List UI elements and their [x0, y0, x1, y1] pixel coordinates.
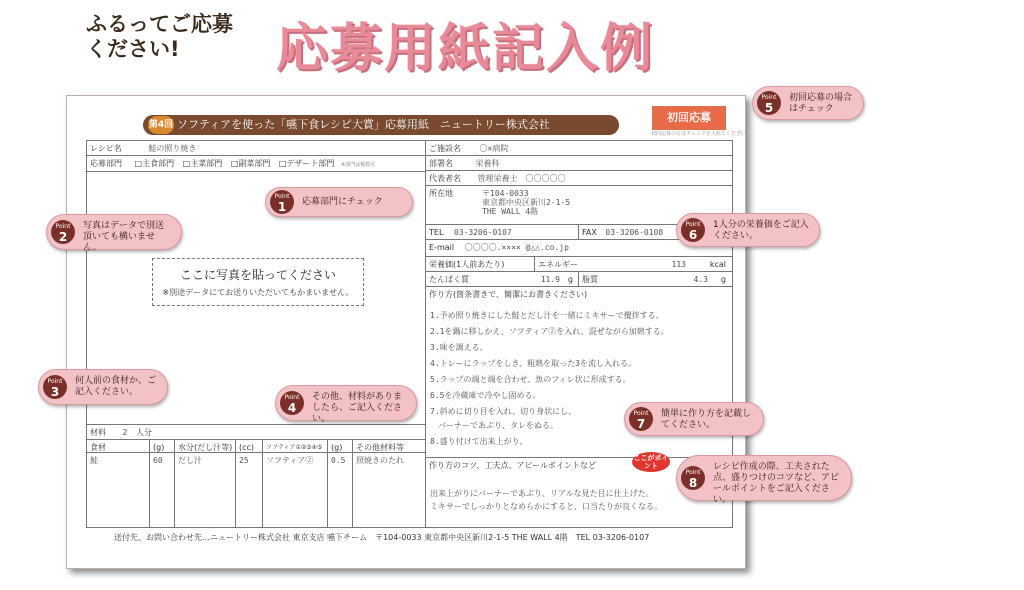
category-side[interactable]: □副菜部門	[230, 159, 271, 168]
point-badge-1-label: Point	[274, 193, 290, 200]
ing-other-value[interactable]: 照焼きのたれ	[352, 452, 426, 528]
category-label: 応募部門	[90, 159, 122, 168]
headline-line-2: ください!	[86, 37, 180, 61]
servings-row	[86, 424, 426, 440]
ing-header-food: 食材	[86, 439, 150, 453]
tips-line-1[interactable]: 出来上がりにバーナーであぶり、リアルな見た目に仕上げた。	[430, 489, 654, 498]
energy-value[interactable]: 113	[671, 260, 686, 269]
method-line-3[interactable]: 3.味を調える。	[430, 343, 488, 352]
tel-row	[425, 224, 579, 240]
ing-header-other: その他材料等	[352, 439, 426, 453]
dept-value[interactable]: 栄養科	[475, 159, 500, 168]
servings-unit: 人分	[135, 428, 152, 437]
point-bubble-1	[265, 187, 413, 217]
method-line-9[interactable]: 8.盛り付けて出来上がり。	[430, 437, 528, 446]
fax-value[interactable]: 03-3206-0108	[605, 228, 664, 237]
category-dessert[interactable]: □デザート部門	[278, 159, 335, 168]
point-badge-8	[681, 466, 705, 490]
point-badge-5-label: Point	[761, 94, 777, 101]
ing-softia-value[interactable]: ソフティア②	[262, 452, 328, 528]
point-bubble-6	[676, 213, 820, 247]
ing-header-g1: (g)	[149, 439, 175, 453]
headline-line-1: ふるってご応募	[86, 12, 233, 36]
category-staple[interactable]: □主食部門	[134, 159, 175, 168]
point-badge-2	[51, 220, 75, 244]
ing-header-cc: (cc)	[235, 439, 263, 453]
address-postal: 〒104-0033	[482, 189, 529, 198]
servings-value[interactable]: 2	[122, 428, 128, 437]
point-text-4: その他、材料がありましたら、ご記入ください。	[312, 392, 403, 424]
nutrition-label-cell: 栄養価(1人前あたり)	[425, 256, 535, 272]
point-text-5: 初回応募の場合はチェック	[789, 93, 853, 114]
dept-row	[425, 155, 733, 171]
point-badge-1	[270, 190, 294, 214]
ing-food-value[interactable]: 鮭	[86, 452, 150, 528]
point-text-7: 簡単に作り方を記載してください。	[661, 409, 752, 430]
page-title: 応募用紙記入例	[276, 18, 655, 79]
point-text-6: 1人分の栄養価をご記入ください。	[713, 220, 809, 241]
footer-contact: 送付先、お問い合わせ先…ニュートリー株式会社 東京支店 嚥下チーム 〒104-0033 東京都中央区新川2-1-5 THE WALL 4階 TEL 03-3206-0107	[114, 533, 650, 542]
category-note: ※部門は複数可	[340, 162, 376, 168]
point-text-3: 何人前の食材か、ご記入ください。	[75, 376, 157, 397]
ing-header-g2: (g)	[327, 439, 353, 453]
point-badge-5-number: 5	[764, 101, 774, 115]
method-line-4[interactable]: 4.トレーにラップをしき、粗熱を取った3を流し入れる。	[430, 359, 636, 368]
ing-cc-value[interactable]: 25	[235, 452, 263, 528]
point-text-2: 写真はデータで別送頂いても構いません。	[83, 221, 165, 253]
fat-value[interactable]: 4.3	[693, 275, 708, 284]
point-badge-4	[280, 391, 304, 415]
method-label: 作り方(箇条書きで、簡潔にお書きください)	[429, 290, 588, 299]
fat-unit: g	[720, 275, 726, 284]
point-badge-7-number: 7	[636, 417, 646, 431]
point-badge-4-label: Point	[284, 394, 300, 401]
point-badge-3-number: 3	[50, 385, 60, 399]
energy-row	[534, 256, 733, 272]
address-label: 所在地	[429, 189, 453, 198]
energy-unit: kcal	[709, 260, 726, 269]
ing-header-liquid: 水分(だし汁等)	[174, 439, 236, 453]
point-text-8: レシピ作成の際、工夫された点、盛りつけのコツなど、アピールポイントをご記入ください。	[713, 462, 840, 505]
point-bubble-5	[752, 86, 864, 120]
point-badge-3	[43, 375, 67, 399]
point-badge-6-label: Point	[685, 221, 701, 228]
email-value[interactable]: 〇〇〇〇.×××× @△△.co.jp	[464, 243, 569, 252]
ing-liquid-value[interactable]: だし汁	[174, 452, 236, 528]
method-line-2[interactable]: 2.1を鍋に移しかえ、ソフティア②を入れ、混ぜながら加熱する。	[430, 327, 669, 336]
address-building: THE WALL 4階	[482, 207, 539, 216]
point-badge-8-number: 8	[688, 476, 698, 490]
facility-row	[425, 140, 733, 156]
rep-row	[425, 170, 733, 186]
point-text-1: 応募部門にチェック	[302, 197, 383, 207]
energy-label: エネルギー	[538, 260, 578, 269]
method-line-7[interactable]: 7.斜めに切り目を入れ、切り身状にし、	[430, 407, 577, 416]
fax-label: FAX	[582, 228, 597, 237]
point-bubble-2	[46, 214, 182, 253]
tel-label: TEL	[429, 228, 444, 237]
point-badge-2-number: 2	[58, 230, 68, 244]
point-badge-6-number: 6	[688, 228, 698, 242]
form-banner: ソフティアを使った「嚥下食レシピ大賞」応募用紙 ニュートリー株式会社	[143, 115, 619, 135]
point-bubble-3	[38, 369, 168, 405]
facility-value[interactable]: 〇×病院	[479, 144, 509, 153]
ing-header-softia: ソフティア①②③④⑤	[262, 439, 328, 453]
dept-label: 部署名	[429, 159, 453, 168]
protein-label: たんぱく質	[429, 275, 469, 284]
photo-placeholder[interactable]	[152, 258, 364, 306]
point-badge-8-label: Point	[685, 469, 701, 476]
method-line-5[interactable]: 5.ラップの端と端を合わせ、魚のフィレ状に形成する。	[430, 375, 631, 384]
point-bubble-7	[624, 402, 764, 436]
recipe-name-label: レシピ名	[90, 144, 122, 153]
protein-value[interactable]: 11.9	[540, 275, 560, 284]
point-badge-7	[629, 407, 653, 431]
ing-g1-value[interactable]: 60	[149, 452, 175, 528]
address-street: 東京都中央区新川2-1-5	[482, 198, 571, 207]
first-entry-checkbox[interactable]: 初回応募	[652, 106, 726, 130]
headline	[86, 12, 233, 62]
point-badge-1-number: 1	[277, 200, 287, 214]
round-badge: 第4回	[148, 116, 174, 134]
fat-label: 脂質	[582, 275, 598, 284]
category-row	[86, 155, 426, 172]
recipe-name-row	[86, 140, 426, 156]
fat-row	[578, 271, 733, 287]
recipe-name-value[interactable]: 鮭の照り焼き	[148, 144, 197, 153]
method-line-6[interactable]: 6.5を冷蔵庫で冷やし固める。	[430, 391, 541, 400]
point-bubble-8	[676, 455, 852, 505]
koko-point-badge: ここがポイント	[633, 454, 669, 470]
tips-line-2[interactable]: ミキサーでしっかりとなめらかにすると、口当たりが良くなる。	[430, 502, 662, 511]
point-badge-3-label: Point	[47, 378, 63, 385]
photo-placeholder-note: ※別途データにてお送りいただいてもかまいません。	[162, 288, 354, 297]
photo-placeholder-title: ここに写真を貼ってください	[179, 268, 336, 282]
email-label: E-mail	[429, 243, 455, 252]
method-line-8[interactable]: バーナーであぶり、タレをぬる。	[430, 421, 558, 430]
ing-g2-value[interactable]: 0.5	[327, 452, 353, 528]
tel-value[interactable]: 03-3206-0107	[453, 228, 512, 237]
protein-unit: g	[567, 275, 573, 284]
point-badge-5	[757, 91, 781, 115]
servings-label: 材料	[90, 428, 106, 437]
point-badge-6	[681, 218, 705, 242]
point-bubble-4	[275, 385, 417, 424]
rep-label: 代表者名	[429, 174, 461, 183]
point-badge-7-label: Point	[633, 410, 649, 417]
point-badge-4-number: 4	[287, 401, 297, 415]
category-main[interactable]: □主菜部門	[182, 159, 223, 168]
rep-value[interactable]: 管理栄養士 〇〇〇〇〇	[477, 174, 566, 183]
tips-label: 作り方のコツ、工夫点、アピールポイントなど	[429, 461, 596, 470]
first-entry-note: 初回応募の方はチェックを入れてください	[651, 131, 746, 137]
address-value[interactable]	[482, 189, 570, 216]
point-badge-2-label: Point	[55, 223, 71, 230]
facility-label: ご施設名	[429, 144, 461, 153]
protein-row	[425, 271, 579, 287]
method-line-1[interactable]: 1.予め照り焼きにした鮭とだし汁を一緒にミキサーで攪拌する。	[430, 311, 664, 320]
